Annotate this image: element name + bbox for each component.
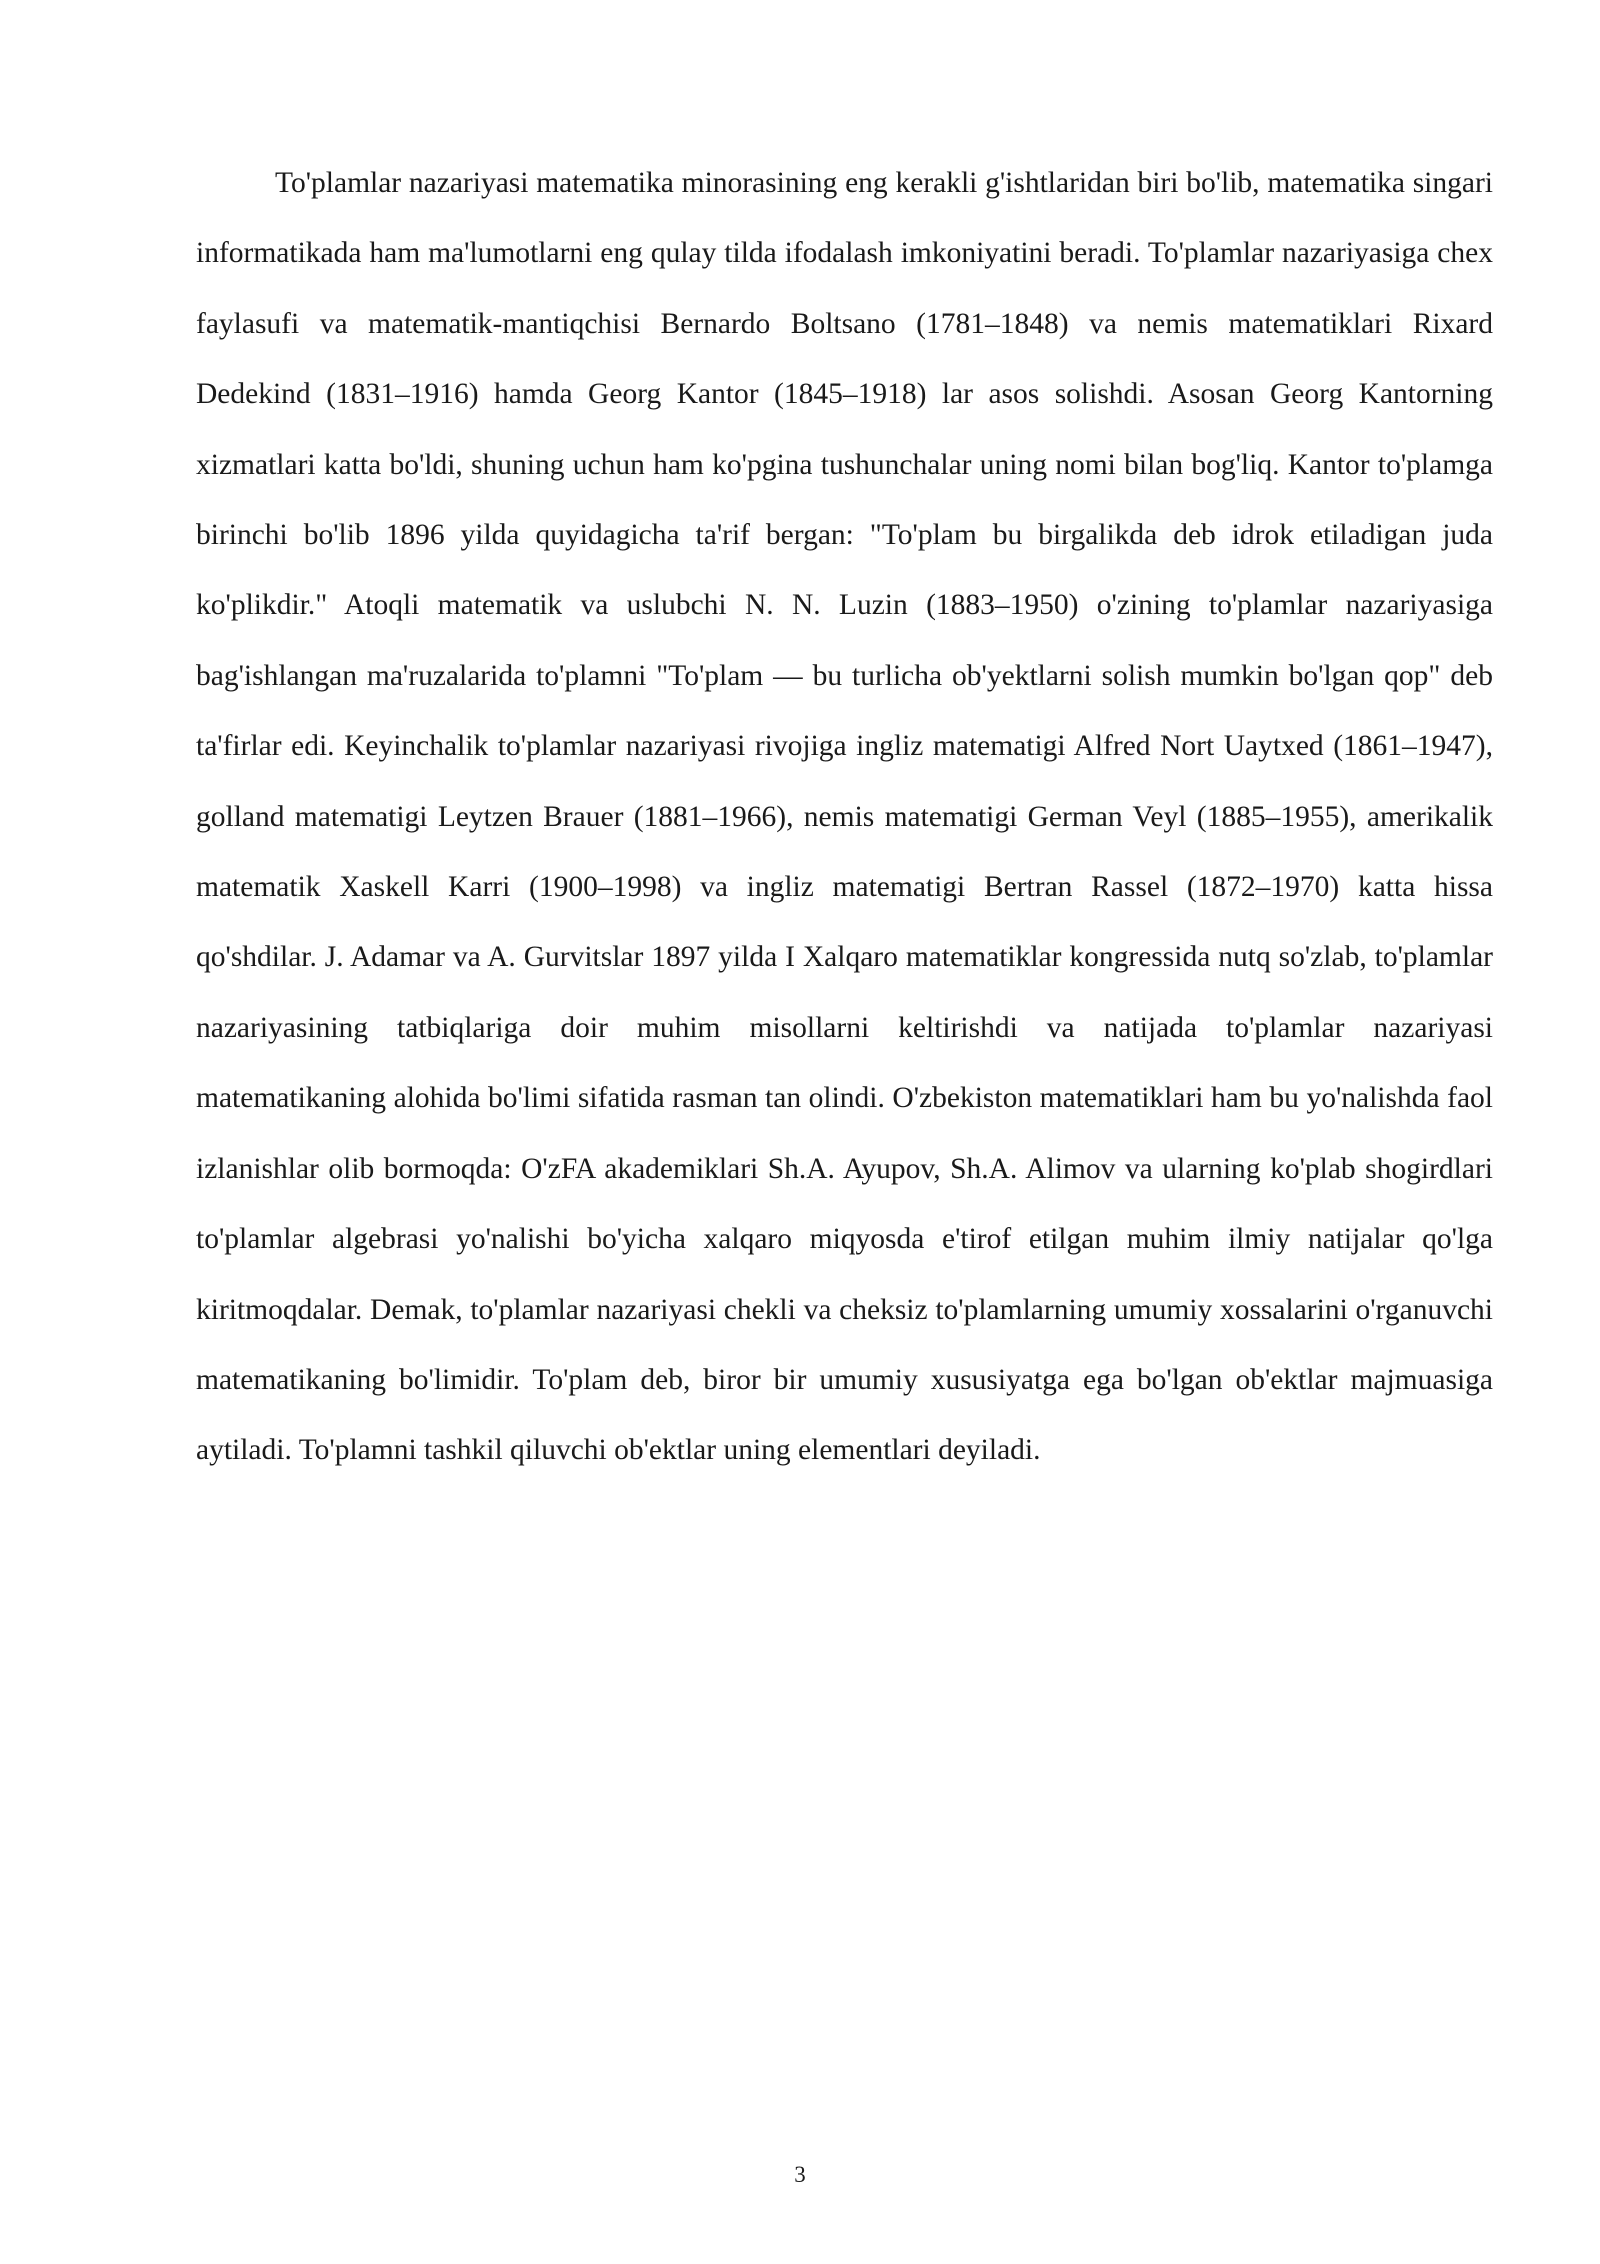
page-number: 3 [794, 2162, 806, 2187]
body-paragraph: To'plamlar nazariyasi matematika minorasining eng kerakli g'ishtlaridan biri bo'lib, matematika singari informatikada ham ma'lumotlarni eng qulay tilda ifodalash imkoniyatini beradi. To'plamlar nazariyasiga chex faylasufi va matematik-mantiqchisi Bernardo Boltsano (1781–1848) va nemis matematiklari Rixard Dedekind (1831–1916) hamda Georg Kantor (1845–1918) lar asos solishdi. Asosan Georg Kantorning xizmatlari katta bo'ldi, shuning uchun ham ko'pgina tushunchalar uning nomi bilan bog'liq. Kantor to'plamga birinchi bo'lib 1896 yilda quyidagicha ta'rif bergan: "To'plam bu birgalikda deb idrok etiladigan juda ko'plikdir." Atoqli matematik va uslubchi N. N. Luzin (1883–1950) o'zining to'plamlar nazariyasiga bag'ishlangan ma'ruzalarida to'plamni "To'plam — bu turlicha ob'yektlarni solish mumkin bo'lgan qop" deb ta'firlar edi. Keyinchalik to'plamlar nazariyasi rivojiga ingliz matematigi Alfred Nort Uaytxed (1861–1947), golland matematigi Leytzen Brauer (1881–1966), nemis matematigi German Veyl (1885–1955), amerikalik matematik Xaskell Karri (1900–1998) va ingliz matematigi Bertran Rassel (1872–1970) katta hissa qo'shdilar. J. Adamar va A. Gurvitslar 1897 yilda I Xalqaro matematiklar kongressida nutq so'zlab, to'plamlar nazariyasining tatbiqlariga doir muhim misollarni keltirishdi va natijada to'plamlar nazariyasi matematikaning alohida bo'limi sifatida rasman tan olindi. O'zbekiston matematiklari ham bu yo'nalishda faol izlanishlar olib bormoqda: O'zFA akademiklari Sh.A. Ayupov, Sh.A. Alimov va ularning ko'plab shogirdlari to'plamlar algebrasi yo'nalishi bo'yicha xalqaro miqyosda e'tirof etilgan muhim ilmiy natijalar qo'lga kiritmoqdalar. Demak, to'plamlar nazariyasi chekli va cheksiz to'plamlarning umumiy xossalarini o'rganuvchi matematikaning bo'limidir. To'plam deb, biror bir umumiy xususiyatga ega bo'lgan ob'ektlar majmuasiga aytiladi. To'plamni tashkil qiluvchi ob'ektlar uning elementlari deyiladi. [196, 167, 1493, 1467]
